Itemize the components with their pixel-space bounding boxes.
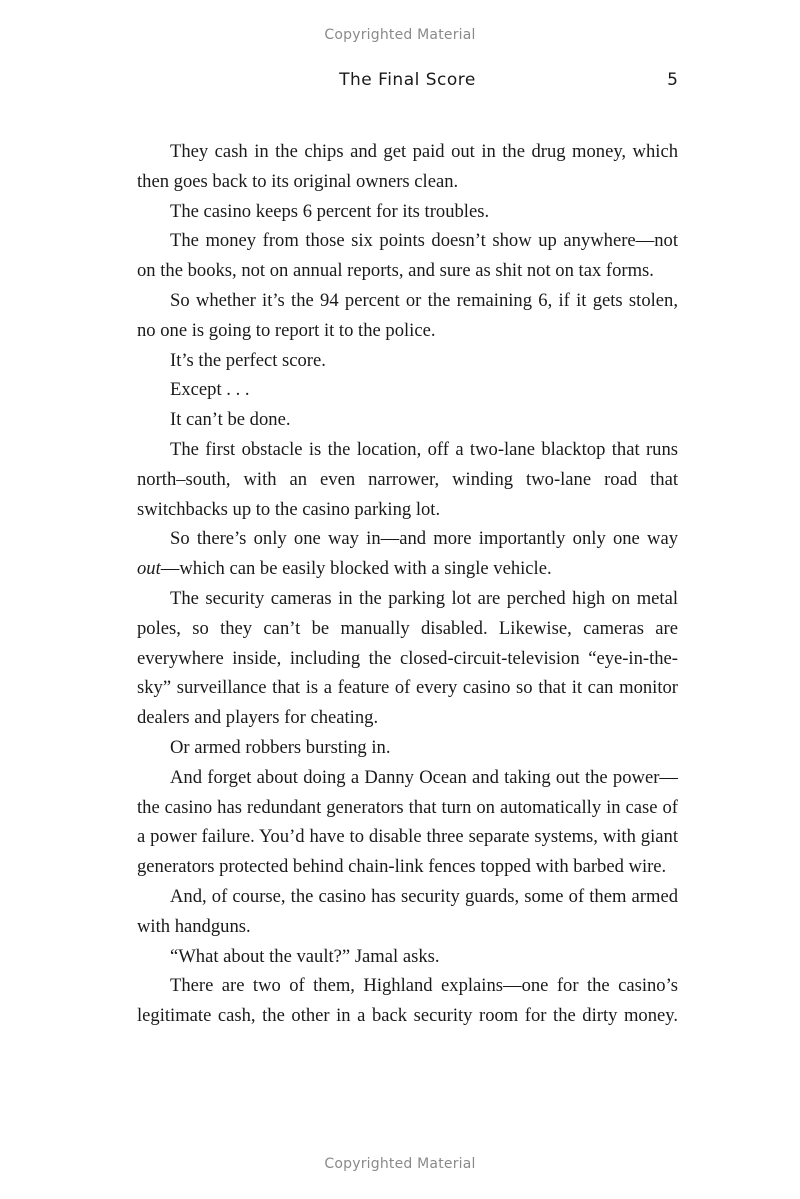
paragraph: Or armed robbers bursting in.: [170, 736, 391, 758]
paragraph: They cash in the chips and get paid out in the drug money, which then goes back to its original owners clean.: [137, 141, 678, 192]
paragraph: The casino keeps 6 percent for its troubles.: [170, 200, 490, 222]
italic-word: out: [137, 558, 161, 580]
copyright-watermark-bottom: Copyrighted Material: [324, 1156, 476, 1172]
paragraph-text: —which can be easily blocked with a single vehicle.: [160, 558, 552, 580]
paragraph: It can’t be done.: [170, 409, 291, 431]
paragraph: There are two of them, Highland explains—one for the casino’s legitimate cash, the other in a back security room for the dirty money.: [137, 975, 678, 1027]
paragraph: The security cameras in the parking lot are perched high on metal poles, so they can’t be manually disabled. Likewise, cameras are everywhere inside, including the closed-circuit-television “eye-in-the-sky” surveillance that is a feature of every casino so that it can monitor dealers and players for cheating.: [137, 587, 678, 729]
paragraph: Except . . .: [170, 379, 250, 401]
paragraph: The first obstacle is the location, off a two-lane blacktop that runs north–south, with an even narrower, winding two-lane road that switchbacks up to the casino parking lot.: [137, 438, 678, 520]
copyright-watermark-top: Copyrighted Material: [324, 27, 476, 43]
paragraph: And forget about doing a Danny Ocean and taking out the power—the casino has redundant generators that turn on automatically in case of a power failure. You’d have to disable three separate systems, with giant generators protected behind chain-link fences topped with barbed wire.: [137, 766, 678, 878]
paragraph: “What about the vault?” Jamal asks.: [170, 945, 440, 967]
page-number: 5: [667, 70, 678, 90]
paragraph: The money from those six points doesn’t show up anywhere—not on the books, not on annual reports, and sure as shit not on tax forms.: [137, 230, 678, 282]
paragraph: So whether it’s the 94 percent or the remaining 6, if it gets stolen, no one is going to report it to the police.: [137, 289, 678, 341]
running-header: [137, 70, 678, 94]
body-text: [137, 137, 678, 1031]
paragraph: And, of course, the casino has security guards, some of them armed with handguns.: [137, 885, 678, 937]
paragraph: [137, 524, 678, 584]
paragraph: It’s the perfect score.: [170, 349, 326, 371]
running-title: The Final Score: [339, 70, 476, 90]
paragraph-text: So there’s only one way in—and more importantly only one way: [170, 528, 678, 550]
